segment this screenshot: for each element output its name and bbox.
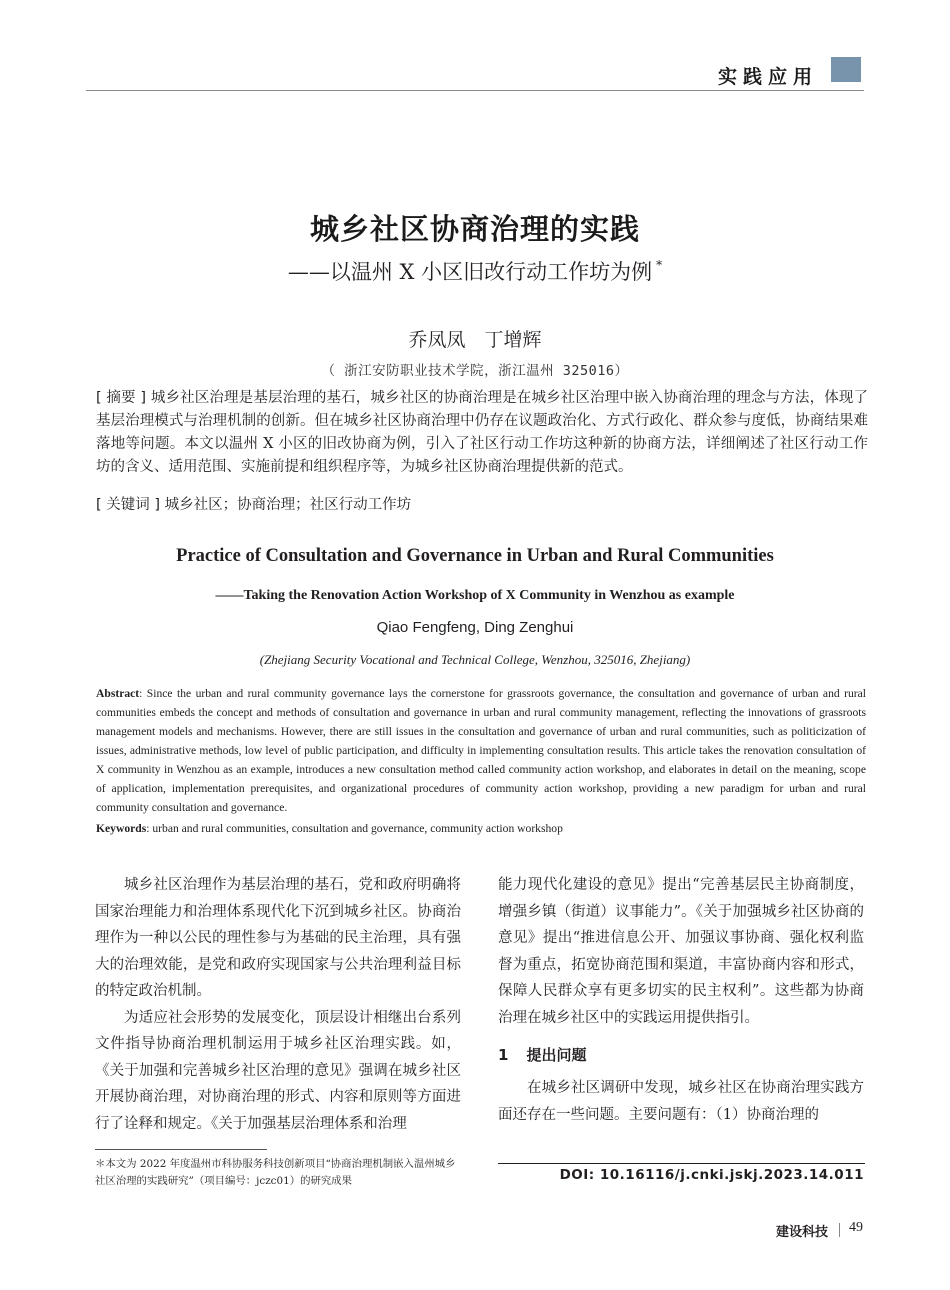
body-paragraph: 在城乡社区调研中发现，城乡社区在协商治理实践方面还存在一些问题。主要问题有：（1）协商治理的 (498, 1080, 864, 1123)
english-keywords-label: Keywords (96, 822, 147, 835)
english-affiliation: (Zhejiang Security Vocational and Technical College, Wenzhou, 325016, Zhejiang) (259, 652, 691, 667)
article-subtitle (0, 256, 950, 286)
abstract-cn (96, 387, 868, 479)
body-column-right (498, 872, 864, 1128)
section-color-block (831, 57, 861, 82)
keywords-cn-text: 城乡社区；协商治理；社区行动工作坊 (164, 497, 412, 513)
doi: DOI: 10.16116/j.cnki.jskj.2023.14.011 (559, 1167, 864, 1183)
english-authors: Qiao Fengfeng, Ding Zenghui (376, 619, 574, 636)
page-number: 49 (849, 1220, 863, 1235)
body-paragraph: 为适应社会形势的发展变化，顶层设计相继出台系列文件指导协商治理机制运用于城乡社区治理实践。如，《关于加强和完善城乡社区治理的意见》强调在城乡社区开展协商治理，对协商治理的形式、内容和原则等方面进行了诠释和规定。《关于加强基层治理体系和治理 (95, 1009, 461, 1132)
body-paragraph: 能力现代化建设的意见》提出“完善基层民主协商制度，增强乡镇（街道）议事能力”。《关于加强城乡社区协商的意见》提出“推进信息公开、加强议事协商、强化权利监督为重点，拓宽协商范围和渠道，丰富协商内容和形式，保障人民群众享有更多切实的民主权利”。这些都为协商治理在城乡社区中的实践运用提供指引。 (498, 877, 864, 1026)
english-keywords-text: : urban and rural communities, consultation and governance, community action workshop (146, 822, 563, 835)
journal-name: 建设科技 (775, 1225, 828, 1240)
section-tag: 实践应用 (717, 66, 818, 88)
section-number: 1 (498, 1046, 509, 1064)
footnote-rule (95, 1149, 267, 1150)
english-title: Practice of Consultation and Governance in Urban and Rural Communities (176, 546, 774, 566)
english-abstract (96, 684, 866, 817)
article-title: 城乡社区协商治理的实践 (309, 212, 640, 246)
english-abstract-text: : Since the urban and rural community governance lays the cornerstone for grassroots governance, the consultation and governance of urban and rural communities embeds the concept and methods of consultation and governance in urban and rural community management, reflecting the innovations of grassroots management models and mechanisms. However, there are still issues in the consultation and governance of urban and rural communities, such as politicization of issues, administrative methods, low level of public participation, and difficulty in implementing consultation results. This article takes the renovation consultation of X community in Wenzhou as an example, introduces a new consultation method called community action workshop, and elaborates in detail on the meaning, scope of application, implementation prerequisites, and organizational procedures of community action workshop, providing a new paradigm for urban and rural community consultation and governance. (96, 687, 866, 814)
footnote: ＊本文为 2022 年度温州市科协服务科技创新项目“协商治理机制嵌入温州城乡社区治理的实践研究”（项目编号：jczc01）的研究成果 (95, 1158, 456, 1187)
abstract-cn-text: 城乡社区治理是基层治理的基石，城乡社区的协商治理是在城乡社区治理中嵌入协商治理的理念与方法，体现了基层治理模式与治理机制的创新。但在城乡社区协商治理中仍存在议题政治化、方式行政化、群众参与度低，协商结果难落地等问题。本文以温州 X 小区的旧改协商为例，引入了社区行动工作坊这种新的协商方法，详细阐述了社区行动工作坊的含义、适用范围、实施前提和组织程序等，为城乡社区协商治理提供新的范式。 (96, 390, 868, 475)
section-title: 提出问题 (526, 1046, 587, 1064)
section-heading (498, 1044, 864, 1066)
header-rule (86, 90, 864, 91)
affiliation: （ 浙江安防职业技术学院，浙江温州 325016） (321, 363, 629, 379)
footer-separator (839, 1223, 840, 1237)
body-column-left (95, 872, 461, 1137)
english-subtitle: ——Taking the Renovation Action Workshop of X Community in Wenzhou as example (215, 588, 735, 603)
doi-rule (498, 1163, 865, 1164)
keywords-cn (96, 494, 868, 517)
abstract-cn-label: [ 摘要 ] (96, 390, 147, 406)
keywords-cn-label: [ 关键词 ] (96, 497, 161, 513)
subtitle-text: ——以温州 X 小区旧改行动工作坊为例 (287, 260, 653, 284)
authors: 乔凤凤 丁增辉 (408, 329, 542, 351)
body-paragraph: 城乡社区治理作为基层治理的基石，党和政府明确将国家治理能力和治理体系现代化下沉到城乡社区。协商治理作为一种以公民的理性参与为基础的民主治理，具有强大的治理效能，是党和政府实现国家与公共治理利益目标的特定政治机制。 (95, 877, 461, 999)
english-keywords (96, 819, 866, 838)
footnote-mark: * (656, 258, 663, 272)
english-abstract-label: Abstract (96, 687, 140, 700)
